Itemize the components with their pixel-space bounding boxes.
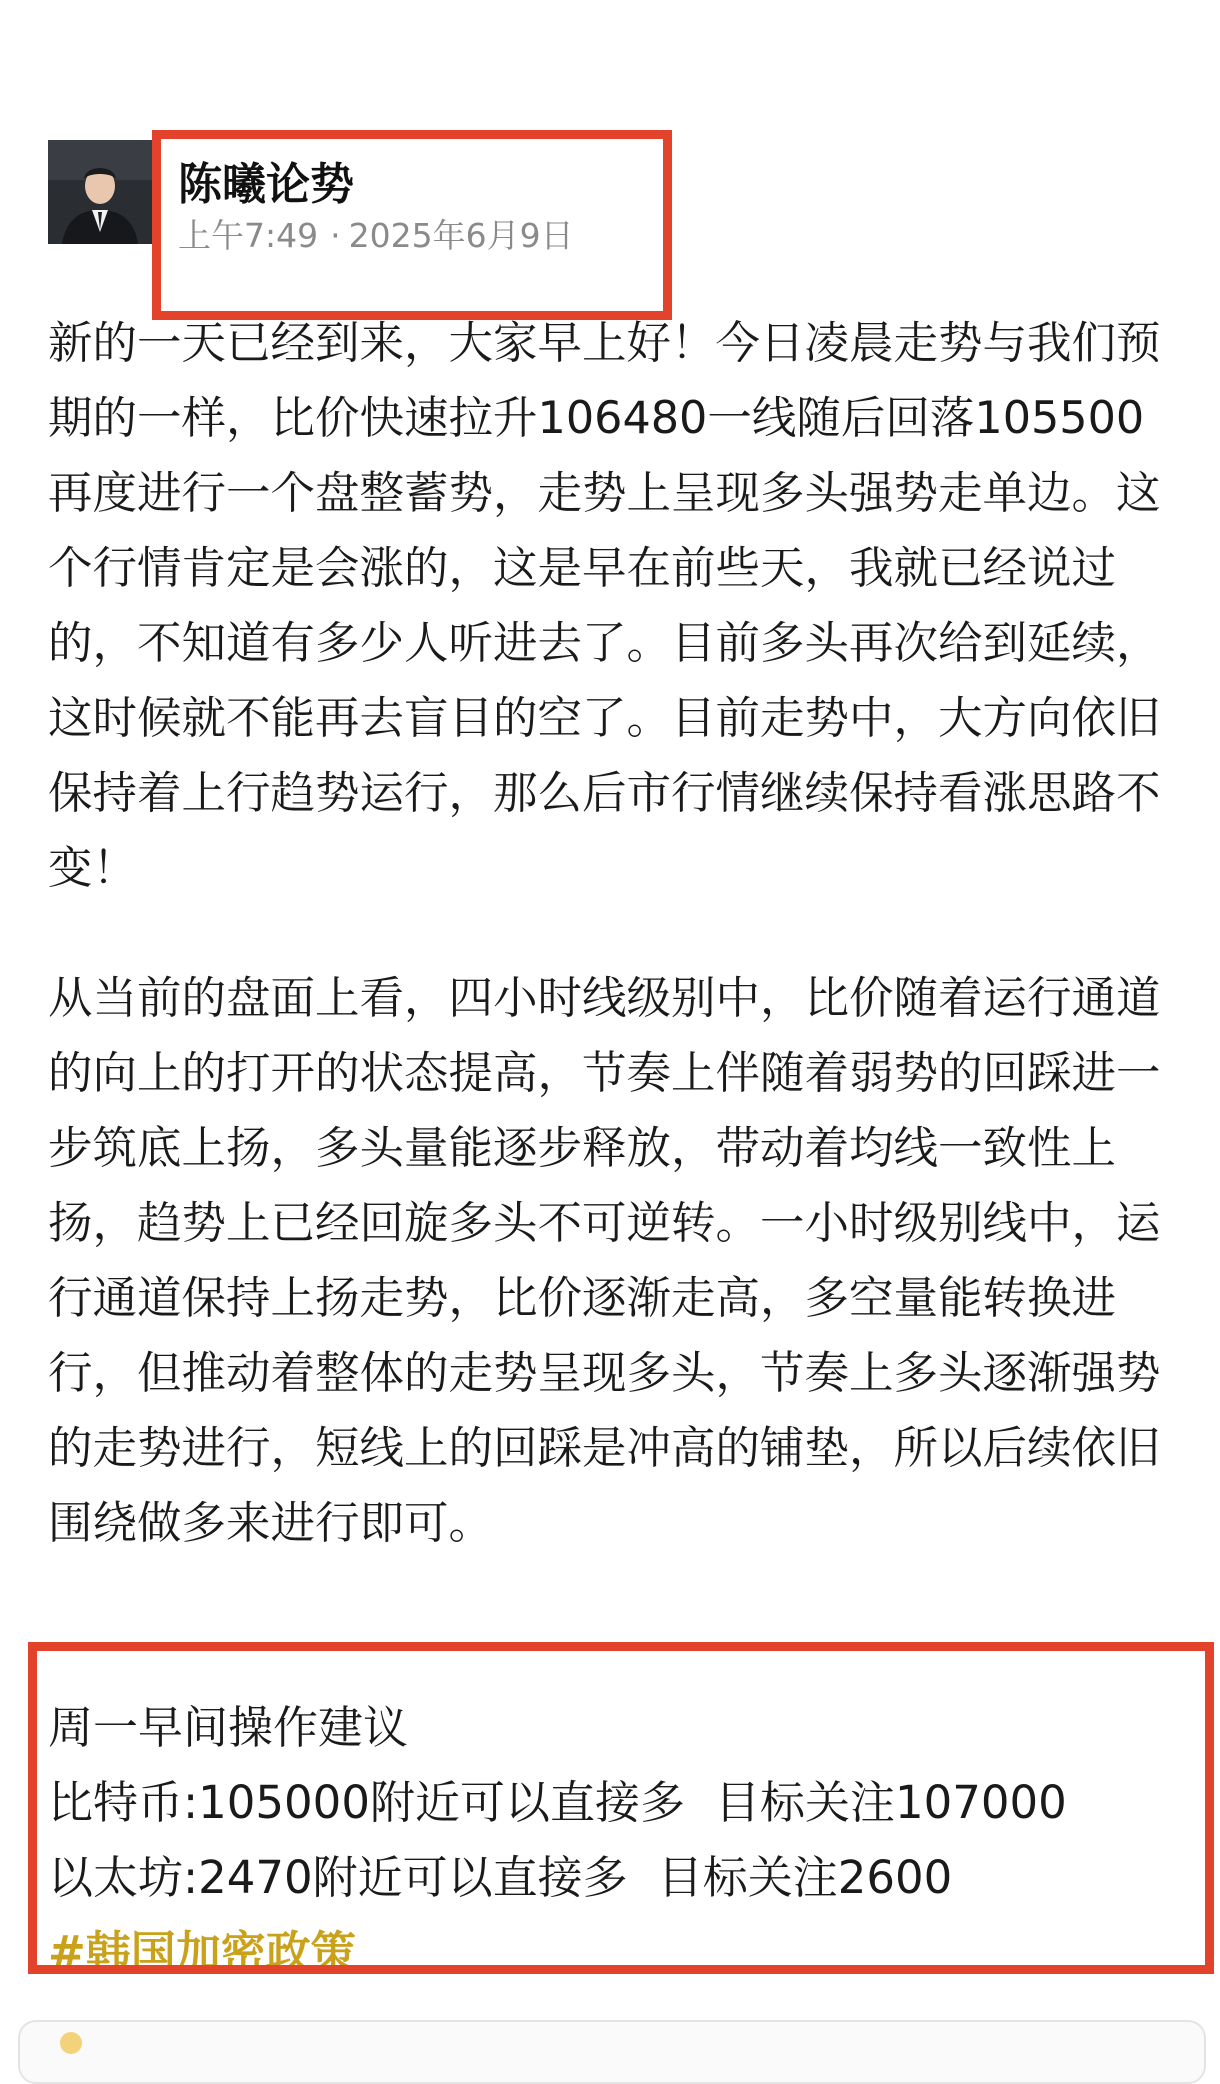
post-meta xyxy=(178,210,574,257)
post-header xyxy=(48,140,1172,270)
advice-btc-entry: 比特币:105000附近可以直接多 xyxy=(48,1776,685,1829)
post-paragraph-1: 新的一天已经到来，大家早上好！今日凌晨走势与我们预期的一样，比价快速拉升106480一线随后回落105500再度进行一个盘整蓄势，走势上呈现多头强势走单边。这个行情肯定是会涨的，这是早在前些天，我就已经说过的，不知道有多少人听进去了。目前多头再次给到延续，这时候就不能再去盲目的空了。目前走势中，大方向依旧保持着上行趋势运行，那么后市行情继续保持看涨思路不变！ xyxy=(48,318,1161,894)
meta-separator: · xyxy=(330,216,341,255)
post-time: 上午7:49 xyxy=(178,216,319,255)
advice-eth-line xyxy=(48,1840,1174,1915)
advice-eth-entry: 以太坊:2470附近可以直接多 xyxy=(48,1851,628,1904)
coin-icon xyxy=(60,2032,82,2054)
post-body xyxy=(48,306,1174,1561)
advice-btc-line xyxy=(48,1765,1174,1840)
post-date: 2025年6月9日 xyxy=(348,216,574,255)
trading-advice xyxy=(48,1690,1174,1979)
advice-eth-target: 目标关注2600 xyxy=(657,1851,953,1904)
hashtag-link[interactable]: #韩国加密政策 xyxy=(48,1926,356,1979)
author-avatar[interactable] xyxy=(48,140,152,244)
advice-btc-target: 目标关注107000 xyxy=(714,1776,1067,1829)
post-paragraph-2: 从当前的盘面上看，四小时线级别中，比价随着运行通道的向上的打开的状态提高，节奏上伴随着弱势的回踩进一步筑底上扬，多头量能逐步释放，带动着均线一致性上扬，趋势上已经回旋多头不可逆转。一小时级别线中，运行通道保持上扬走势，比价逐渐走高，多空量能转换进行，但推动着整体的走势呈现多头，节奏上多头逐渐强势的走势进行，短线上的回踩是冲高的铺垫，所以后续依旧围绕做多来进行即可。 xyxy=(48,973,1161,1549)
author-name[interactable]: 陈曦论势 xyxy=(178,159,354,210)
advice-title: 周一早间操作建议 xyxy=(48,1701,409,1754)
bottom-card[interactable] xyxy=(18,2020,1206,2084)
avatar-photo-icon xyxy=(48,140,152,244)
